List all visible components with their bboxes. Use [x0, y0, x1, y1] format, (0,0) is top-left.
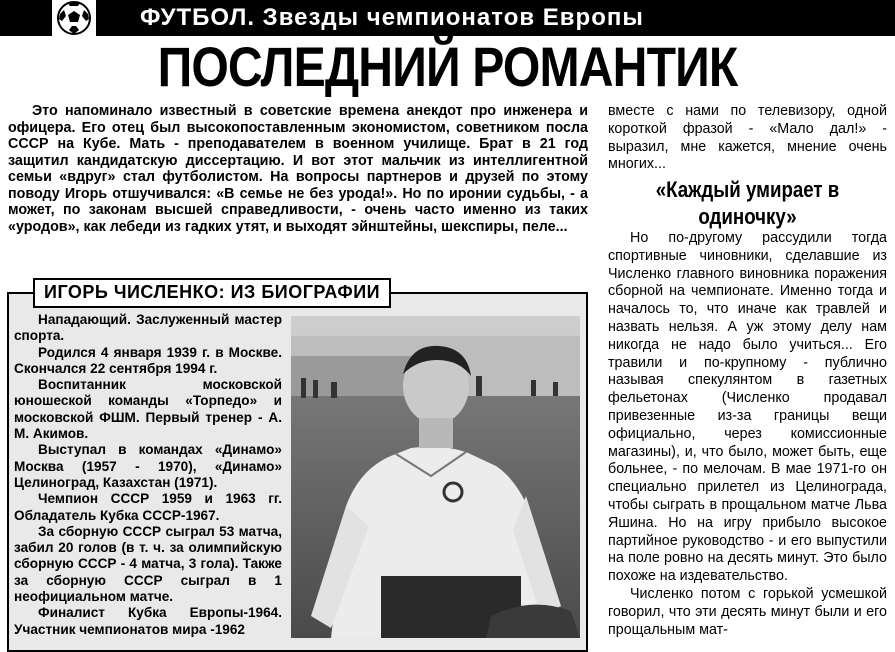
bio-paragraph: Нападающий. Заслуженный мастер спорта.	[14, 312, 282, 344]
bio-paragraph: Чемпион СССР 1959 и 1963 гг. Обладатель Кубка СССР-1967.	[14, 491, 282, 523]
bio-paragraph: Финалист Кубка Европы-1964. Участник чемпионатов мира -1962	[14, 605, 282, 637]
column-paragraph: вместе с нами по телевизору, одной короткой фразой - «Мало дал!» - выразил, мне кажется, мнение очень многих...	[608, 103, 887, 173]
column-paragraph: Но по-другому рассудили тогда спортивные чиновники, сделавшие из Численко главного виновника поражения сборной на чемпионате. Именно тогда и началось то, что иначе как травлей и назвать нельзя. А уж этому делу нам никогда не надо было учиться... Его травили и по-крупному - публично называя спекулянтом в газетных фельетонах (Численко продавал привезенные из-за границы вещи официально, через комиссионные магазины), и, что было, может быть, еще больнее, - по мелочам. В мае 1971-го он специально прилетел из Целинограда, чтобы сыграть в прощальном матче Льва Яшина. Но на игру прибыло высокое партийное руководство - и его выпустили на поле ровно на десять минут. Это было похоже на издевательство.	[608, 230, 887, 585]
column-paragraph: Численко потом с горькой усмешкой говорил, что эти десять минут были и его прощальным мат-	[608, 585, 887, 638]
bio-paragraph: Воспитанник московской юношеской команды «Торпедо» и московской ФШМ. Первый тренер - А. М. Акимов.	[14, 377, 282, 442]
section-banner	[0, 0, 895, 36]
biography-title: ИГОРЬ ЧИСЛЕНКО: ИЗ БИОГРАФИИ	[33, 278, 391, 308]
bio-paragraph: Выступал в командах «Динамо» Москва (1957 - 1970), «Динамо» Целиноград, Казахстан (1971).	[14, 442, 282, 490]
column-right-body	[608, 230, 887, 639]
subheading: «Каждый умирает в одиночку»	[655, 177, 840, 229]
soccer-ball-icon	[52, 0, 96, 36]
section-title: ФУТБОЛ. Звезды чемпионатов Европы	[140, 4, 644, 31]
column-right-top	[608, 103, 887, 174]
player-photo	[291, 316, 580, 638]
bio-paragraph: Родился 4 января 1939 г. в Москве. Скончался 22 сентября 1994 г.	[14, 344, 282, 376]
biography-text	[14, 312, 282, 638]
headline: ПОСЛЕДНИЙ РОМАНТИК	[157, 35, 738, 98]
lead-paragraph: Это напоминало известный в советские времена анекдот про инженера и офицера. Его отец был высокопоставленным экономистом, советником посла СССР на Кубе. Мать - преподавателем в военном училище. Брат в 21 год защитил кандидатскую диссертацию. И вот этот мальчик из интеллигентной семьи «вдруг» стал футболистом. На вопросы партнеров и друзей по этому поводу Игорь отшучивался: «В семье не без урода!». Но по иронии судьбы, - а может, по законам высшей справедливости, - очень часто именно из таких «уродов», как лебеди из гадких утят, и выходят эйнштейны, шекспиры, пеле...	[8, 103, 588, 235]
bio-paragraph: За сборную СССР сыграл 53 матча, забил 20 голов (в т. ч. за олимпийскую сборную СССР - 4 матча, 3 гола). Также за сборную СССР сыграл в 1 неофициальном матче.	[14, 523, 282, 605]
